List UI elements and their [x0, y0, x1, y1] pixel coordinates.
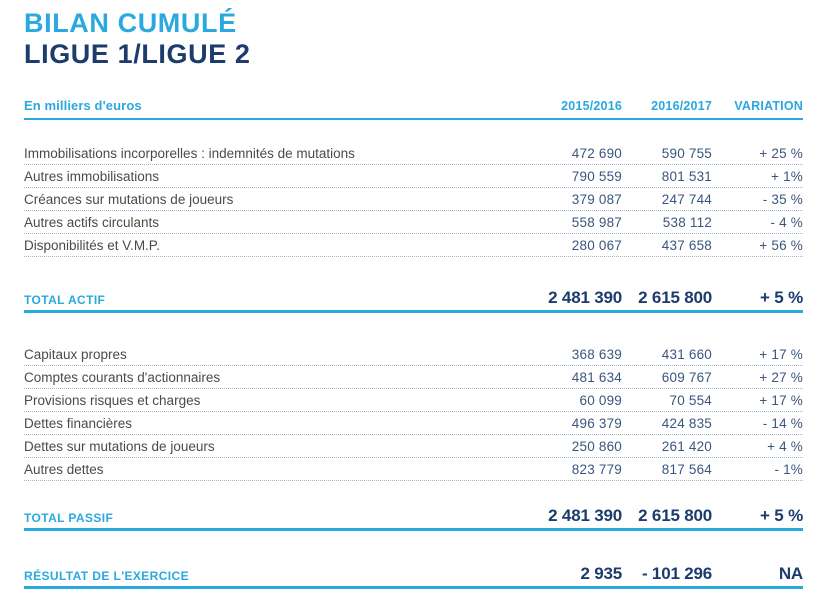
page-title [24, 8, 803, 70]
row-label: Créances sur mutations de joueurs [24, 192, 234, 207]
row-label: Dettes financières [24, 416, 133, 431]
column-header-2016-2017: 2016/2017 [651, 99, 712, 113]
value-2015-2016: 60 099 [579, 393, 622, 408]
table-row [24, 188, 803, 211]
table-row [24, 435, 803, 458]
value-2016-2017: 801 531 [661, 169, 712, 184]
row-label: Autres actifs circulants [24, 215, 160, 230]
unit-label: En milliers d'euros [24, 98, 142, 113]
variation-value: + 56 % [759, 238, 803, 253]
row-label: Disponibilités et V.M.P. [24, 238, 160, 253]
value-2016-2017: 609 767 [661, 370, 712, 385]
variation-value: + 17 % [759, 393, 803, 408]
table-row [24, 165, 803, 188]
page-title-line1: BILAN CUMULÉ [24, 8, 237, 38]
row-label: Provisions risques et charges [24, 393, 201, 408]
value-2016-2017: 431 660 [661, 347, 712, 362]
value-2015-2016: 790 559 [571, 169, 622, 184]
value-2015-2016: 823 779 [571, 462, 622, 477]
passif-section [24, 343, 803, 481]
page-title-line2: LIGUE 1/LIGUE 2 [24, 39, 251, 69]
value-2016-2017: 70 554 [669, 393, 712, 408]
table-row [24, 389, 803, 412]
variation-value: + 17 % [759, 347, 803, 362]
value-2016-2017: 424 835 [661, 416, 712, 431]
table-header-row [24, 98, 803, 120]
row-label: Immobilisations incorporelles : indemnités de mutations [24, 146, 355, 161]
row-label: Autres dettes [24, 462, 104, 477]
table-row [24, 458, 803, 481]
value-2015-2016: 379 087 [571, 192, 622, 207]
table-row [24, 234, 803, 257]
variation-value: - 1% [774, 462, 803, 477]
value-2015-2016: 472 690 [571, 146, 622, 161]
table-row [24, 412, 803, 435]
variation-value: - 14 % [762, 416, 803, 431]
value-2016-2017: 590 755 [661, 146, 712, 161]
total-passif-variation: + 5 % [760, 506, 803, 525]
row-label: Dettes sur mutations de joueurs [24, 439, 215, 454]
value-2015-2016: 481 634 [571, 370, 622, 385]
resultat-2016-2017: - 101 296 [641, 564, 712, 583]
column-header-variation: VARIATION [734, 99, 803, 113]
total-passif-2016-2017: 2 615 800 [638, 506, 712, 525]
total-actif-row [24, 289, 803, 313]
row-label: Capitaux propres [24, 347, 127, 362]
value-2016-2017: 817 564 [661, 462, 712, 477]
value-2016-2017: 247 744 [661, 192, 712, 207]
variation-value: + 1% [771, 169, 803, 184]
resultat-label: RÉSULTAT DE L'EXERCICE [24, 569, 189, 583]
value-2015-2016: 558 987 [571, 215, 622, 230]
variation-value: + 27 % [759, 370, 803, 385]
total-actif-variation: + 5 % [760, 288, 803, 307]
value-2015-2016: 496 379 [571, 416, 622, 431]
table-row [24, 211, 803, 234]
total-actif-2015-2016: 2 481 390 [548, 288, 622, 307]
resultat-variation: NA [778, 564, 803, 583]
variation-value: + 4 % [767, 439, 803, 454]
row-label: Autres immobilisations [24, 169, 160, 184]
variation-value: - 35 % [762, 192, 803, 207]
value-2015-2016: 280 067 [571, 238, 622, 253]
row-label: Comptes courants d'actionnaires [24, 370, 221, 385]
value-2016-2017: 538 112 [662, 215, 712, 230]
resultat-2015-2016: 2 935 [580, 564, 622, 583]
value-2016-2017: 437 658 [661, 238, 712, 253]
total-actif-label: TOTAL ACTIF [24, 293, 106, 307]
total-passif-label: TOTAL PASSIF [24, 511, 114, 525]
value-2015-2016: 250 860 [571, 439, 622, 454]
variation-value: + 25 % [759, 146, 803, 161]
resultat-row [24, 565, 803, 589]
total-passif-row [24, 507, 803, 531]
total-passif-2015-2016: 2 481 390 [548, 506, 622, 525]
value-2015-2016: 368 639 [571, 347, 622, 362]
value-2016-2017: 261 420 [661, 439, 712, 454]
total-actif-2016-2017: 2 615 800 [638, 288, 712, 307]
table-row [24, 366, 803, 389]
table-row [24, 142, 803, 165]
column-header-2015-2016: 2015/2016 [561, 99, 622, 113]
variation-value: - 4 % [770, 215, 803, 230]
table-row [24, 343, 803, 366]
actif-section [24, 142, 803, 257]
